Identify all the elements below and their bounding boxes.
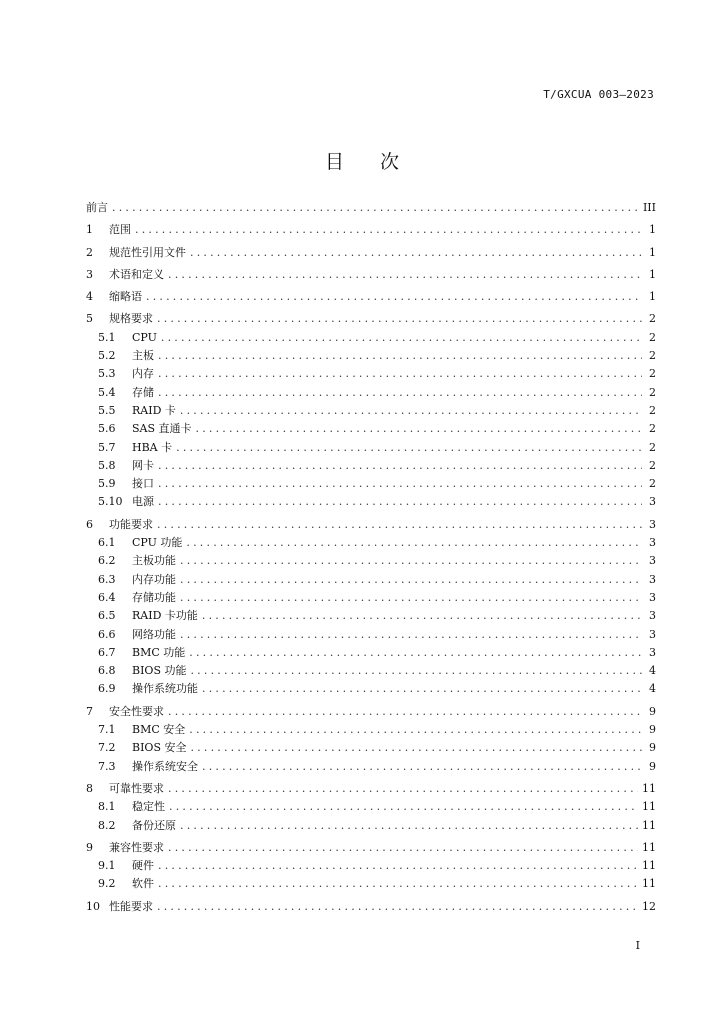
- toc-entry[interactable]: [86, 221, 656, 239]
- toc-entry-number: 8.2: [98, 818, 116, 832]
- toc-entry-number: 6.1: [98, 536, 116, 550]
- toc-entry-number: 6.3: [98, 572, 116, 586]
- leader-dots: [202, 758, 642, 776]
- toc-entry-label: 主板: [132, 349, 154, 363]
- toc-entry-number: 9.2: [98, 877, 116, 891]
- toc-entry-number: 7.1: [98, 723, 116, 737]
- toc-entry-number: 1: [86, 223, 93, 237]
- toc-entry-number: 3: [86, 267, 93, 281]
- toc-entry-page: 9: [649, 704, 656, 718]
- toc-entry-label: BMC 功能: [132, 645, 186, 659]
- toc-entry-number: 4: [86, 290, 93, 304]
- toc-entry-page: 1: [649, 267, 656, 281]
- toc-entry-page: 2: [649, 422, 656, 436]
- leader-dots: [158, 365, 642, 383]
- toc-entry-number: 6.9: [98, 682, 116, 696]
- toc-entry-number: 10: [86, 899, 100, 913]
- toc-entry-number: 7.2: [98, 741, 116, 755]
- toc-entry-label: 电源: [132, 495, 154, 509]
- toc-entry-number: 7.3: [98, 759, 116, 773]
- toc-entry-number: 5.4: [98, 385, 116, 399]
- leader-dots: [190, 662, 642, 680]
- document-code: T/GXCUA 003—2023: [543, 88, 654, 101]
- toc-entry-page: 3: [649, 572, 656, 586]
- toc-entry[interactable]: [86, 607, 656, 625]
- toc-entry[interactable]: [86, 758, 656, 776]
- toc-entry[interactable]: [86, 703, 656, 721]
- toc-entry[interactable]: [86, 493, 656, 511]
- toc-entry-page: 2: [649, 440, 656, 454]
- toc-entry[interactable]: [86, 721, 656, 739]
- toc-entry-number: 5.3: [98, 367, 116, 381]
- toc-entry-label: HBA 卡: [132, 440, 173, 454]
- toc-entry-page: 2: [649, 349, 656, 363]
- toc-entry-page: 11: [642, 840, 656, 854]
- toc-entry-number: 6.4: [98, 590, 116, 604]
- toc-entry-page: 1: [649, 245, 656, 259]
- leader-dots: [202, 607, 642, 625]
- leader-dots: [158, 457, 642, 475]
- toc-entry-page: 3: [649, 536, 656, 550]
- toc-entry-page: 2: [649, 385, 656, 399]
- toc-entry-page: 2: [649, 367, 656, 381]
- leader-dots: [189, 721, 642, 739]
- toc-entry-page: 11: [642, 877, 656, 891]
- toc-entry-number: 6.7: [98, 645, 116, 659]
- toc-entry-page: 9: [649, 759, 656, 773]
- toc-entry[interactable]: [86, 266, 656, 284]
- toc-entry[interactable]: [86, 475, 656, 493]
- toc-entry-page: 2: [649, 330, 656, 344]
- toc-entry-label: BMC 安全: [132, 723, 186, 737]
- toc-entry-label: 备份还原: [132, 818, 176, 832]
- toc-entry[interactable]: [86, 384, 656, 402]
- toc-entry[interactable]: [86, 780, 656, 798]
- toc-entry-number: 5.6: [98, 422, 116, 436]
- toc-entry-number: 5.2: [98, 349, 116, 363]
- leader-dots: [180, 626, 642, 644]
- toc-entry-number: 5.1: [98, 330, 116, 344]
- toc-entry-number: 9: [86, 840, 93, 854]
- leader-dots: [168, 780, 638, 798]
- toc-entry[interactable]: [86, 571, 656, 589]
- toc-entry-label: RAID 卡: [132, 403, 176, 417]
- toc-entry-number: 8.1: [98, 800, 116, 814]
- toc-entry[interactable]: [86, 644, 656, 662]
- toc-entry[interactable]: [86, 365, 656, 383]
- toc-entry-page: 2: [649, 477, 656, 491]
- toc-entry[interactable]: [86, 857, 656, 875]
- toc-entry-label: 规格要求: [109, 312, 153, 326]
- toc-entry-label: 硬件: [132, 859, 154, 873]
- leader-dots: [168, 839, 638, 857]
- toc-entry[interactable]: [86, 552, 656, 570]
- toc-entry-number: 6.8: [98, 664, 116, 678]
- toc-entry[interactable]: [86, 839, 656, 857]
- toc-entry[interactable]: [86, 329, 656, 347]
- toc-entry[interactable]: [86, 798, 656, 816]
- toc-entry-label: 网卡: [132, 458, 154, 472]
- toc-entry-page: 3: [649, 517, 656, 531]
- toc-entry-number: 5.5: [98, 403, 116, 417]
- toc-entry-number: 6.2: [98, 554, 116, 568]
- toc-entry-label: 术语和定义: [109, 267, 164, 281]
- leader-dots: [186, 534, 642, 552]
- toc-entry[interactable]: [86, 439, 656, 457]
- toc-entry-label: CPU: [132, 330, 157, 344]
- toc-entry[interactable]: [86, 534, 656, 552]
- toc-entry-number: 5.10: [98, 495, 123, 509]
- table-of-contents: [86, 199, 656, 916]
- toc-entry-label: 兼容性要求: [109, 840, 164, 854]
- leader-dots: [168, 266, 642, 284]
- toc-entry-number: 5.9: [98, 477, 116, 491]
- toc-entry[interactable]: [86, 457, 656, 475]
- toc-entry-page: 1: [649, 223, 656, 237]
- toc-entry-page: 4: [649, 682, 656, 696]
- leader-dots: [135, 221, 642, 239]
- toc-entry-page: 3: [649, 590, 656, 604]
- toc-entry[interactable]: [86, 589, 656, 607]
- toc-entry-label: 接口: [132, 477, 154, 491]
- toc-entry-page: 3: [649, 645, 656, 659]
- leader-dots: [180, 552, 642, 570]
- toc-entry[interactable]: [86, 244, 656, 262]
- toc-entry-number: 5: [86, 312, 93, 326]
- leader-dots: [189, 644, 642, 662]
- leader-dots: [180, 402, 642, 420]
- toc-entry[interactable]: [86, 739, 656, 757]
- toc-entry-page: 3: [649, 627, 656, 641]
- toc-entry-label: 稳定性: [132, 800, 165, 814]
- toc-entry[interactable]: [86, 516, 656, 534]
- toc-entry-label: 操作系统安全: [132, 759, 198, 773]
- toc-entry-page: 2: [649, 458, 656, 472]
- leader-dots: [158, 857, 638, 875]
- toc-entry[interactable]: [86, 420, 656, 438]
- toc-entry-number: 7: [86, 704, 93, 718]
- toc-entry-number: 6.5: [98, 609, 116, 623]
- toc-entry-number: 9.1: [98, 859, 116, 873]
- toc-entry-label: 可靠性要求: [109, 781, 164, 795]
- toc-entry[interactable]: [86, 680, 656, 698]
- toc-entry-number: 6.6: [98, 627, 116, 641]
- toc-entry-label: 缩略语: [109, 290, 142, 304]
- leader-dots: [168, 703, 642, 721]
- toc-entry-label: CPU 功能: [132, 536, 183, 550]
- toc-entry-label: BIOS 安全: [132, 741, 187, 755]
- leader-dots: [158, 347, 642, 365]
- toc-entry[interactable]: [86, 898, 656, 916]
- toc-entry-label: 操作系统功能: [132, 682, 198, 696]
- leader-dots: [196, 420, 642, 438]
- toc-title: 目次: [324, 151, 435, 173]
- toc-entry-page: 3: [649, 554, 656, 568]
- toc-entry-label: RAID 卡功能: [132, 609, 198, 623]
- toc-entry-number: 6: [86, 517, 93, 531]
- toc-entry-label: BIOS 功能: [132, 664, 187, 678]
- leader-dots: [180, 817, 638, 835]
- toc-entry-page: 11: [642, 781, 656, 795]
- toc-entry[interactable]: [86, 662, 656, 680]
- toc-entry-number: 2: [86, 245, 93, 259]
- toc-entry[interactable]: [86, 199, 656, 217]
- leader-dots: [176, 439, 642, 457]
- toc-entry[interactable]: [86, 288, 656, 306]
- toc-entry[interactable]: [86, 875, 656, 893]
- toc-entry-label: 安全性要求: [109, 704, 164, 718]
- toc-entry-label: 网络功能: [132, 627, 176, 641]
- leader-dots: [157, 898, 638, 916]
- toc-entry-page: III: [642, 201, 656, 214]
- toc-entry-label: 前言: [86, 201, 108, 214]
- toc-entry-page: 3: [649, 609, 656, 623]
- toc-entry-page: 4: [649, 664, 656, 678]
- toc-entry-page: 12: [642, 899, 656, 913]
- toc-entry-label: 内存功能: [132, 572, 176, 586]
- toc-entry-number: 5.7: [98, 440, 116, 454]
- leader-dots: [158, 384, 642, 402]
- toc-entry-number: 5.8: [98, 458, 116, 472]
- leader-dots: [146, 288, 642, 306]
- toc-entry-page: 11: [642, 818, 656, 832]
- toc-entry-page: 2: [649, 403, 656, 417]
- leader-dots: [158, 475, 642, 493]
- toc-entry[interactable]: [86, 347, 656, 365]
- leader-dots: [158, 875, 638, 893]
- leader-dots: [169, 798, 638, 816]
- toc-entry-page: 3: [649, 495, 656, 509]
- leader-dots: [157, 516, 642, 534]
- toc-entry-page: 11: [642, 859, 656, 873]
- toc-entry-label: SAS 直通卡: [132, 422, 192, 436]
- toc-entry[interactable]: [86, 310, 656, 328]
- toc-entry[interactable]: [86, 626, 656, 644]
- toc-entry[interactable]: [86, 402, 656, 420]
- toc-entry-label: 存储功能: [132, 590, 176, 604]
- toc-entry-label: 范围: [109, 223, 131, 237]
- toc-entry-number: 8: [86, 781, 93, 795]
- leader-dots: [190, 244, 642, 262]
- leader-dots: [161, 329, 642, 347]
- footer-page-number: I: [635, 939, 640, 952]
- toc-entry-label: 性能要求: [109, 899, 153, 913]
- leader-dots: [202, 680, 642, 698]
- leader-dots: [190, 739, 642, 757]
- leader-dots: [157, 310, 642, 328]
- toc-entry-label: 软件: [132, 877, 154, 891]
- toc-entry-label: 功能要求: [109, 517, 153, 531]
- toc-entry-page: 9: [649, 741, 656, 755]
- toc-entry-page: 9: [649, 723, 656, 737]
- toc-entry-page: 11: [642, 800, 656, 814]
- toc-entry-label: 内存: [132, 367, 154, 381]
- toc-entry-page: 2: [649, 312, 656, 326]
- toc-entry[interactable]: [86, 817, 656, 835]
- leader-dots: [180, 589, 642, 607]
- toc-entry-label: 存储: [132, 385, 154, 399]
- toc-entry-label: 主板功能: [132, 554, 176, 568]
- leader-dots: [180, 571, 642, 589]
- toc-entry-page: 1: [649, 290, 656, 304]
- toc-entry-label: 规范性引用文件: [109, 245, 186, 259]
- leader-dots: [158, 493, 642, 511]
- leader-dots: [112, 199, 639, 217]
